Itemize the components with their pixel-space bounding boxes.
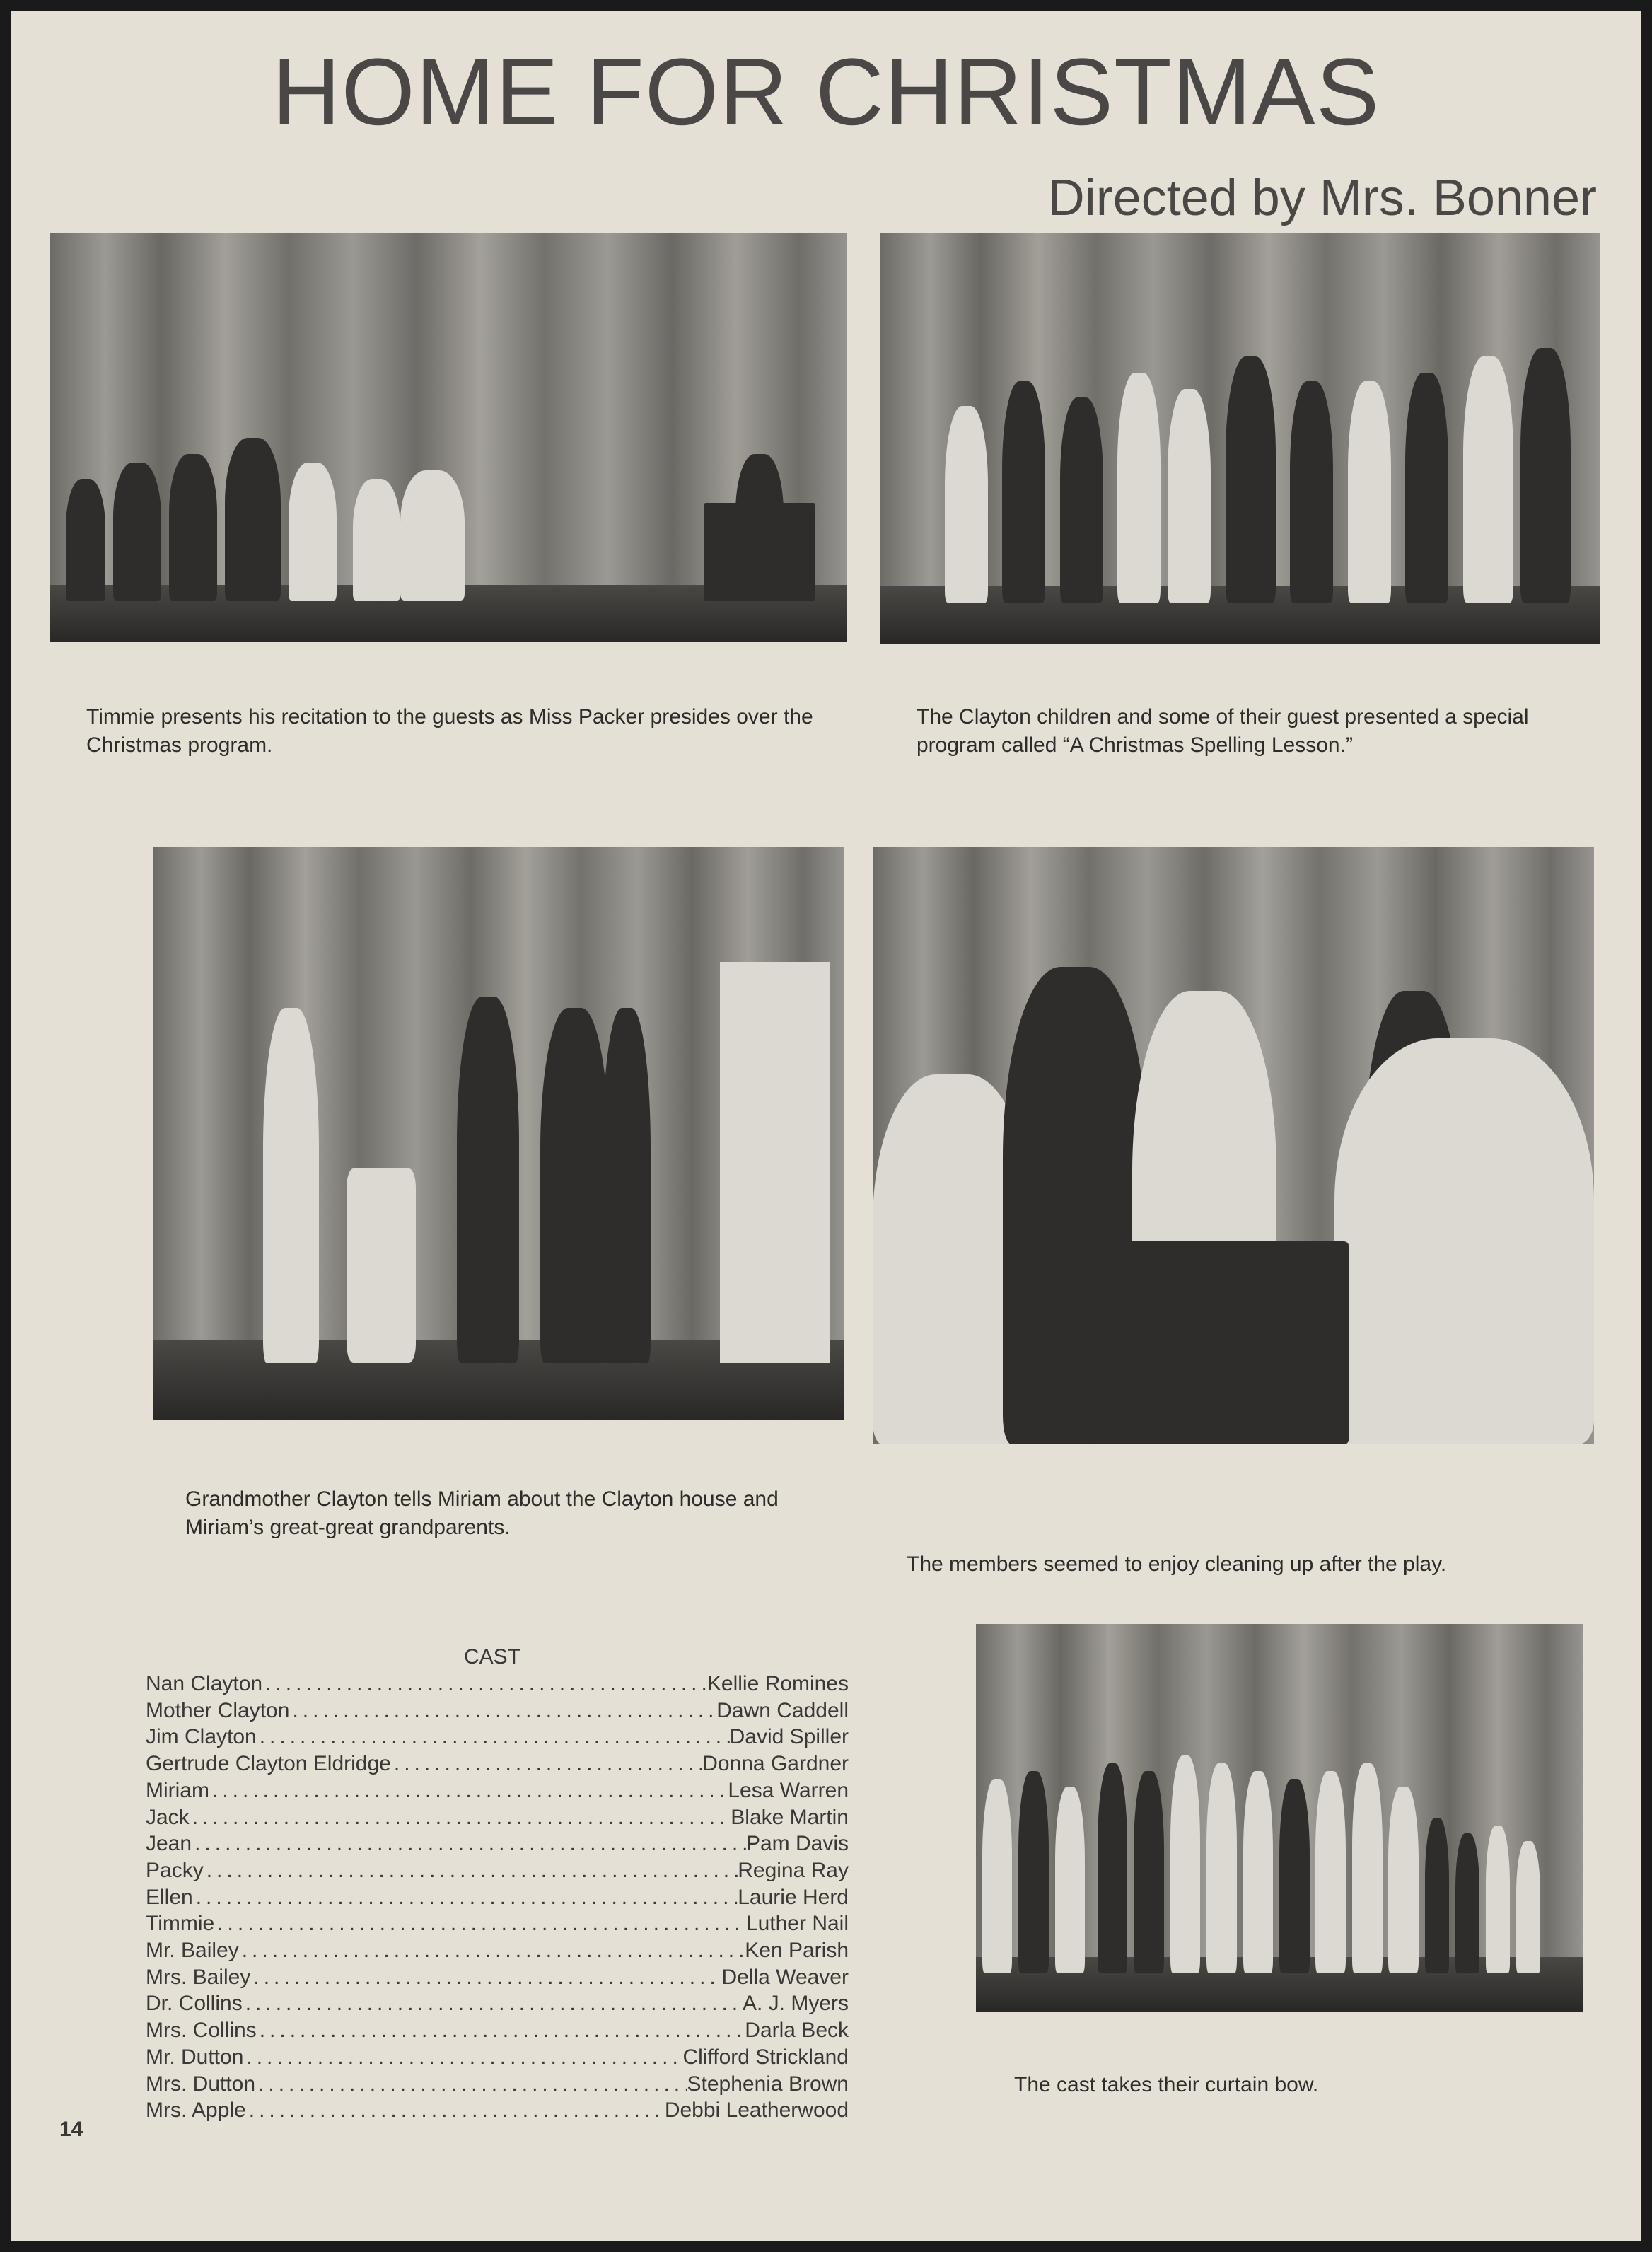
cast-row xyxy=(146,1857,849,1884)
cast-role: Mr. Bailey xyxy=(146,1939,239,1963)
cast-actor: A. J. Myers xyxy=(742,1992,849,2016)
cast-actor: Donna Gardner xyxy=(702,1752,849,1776)
cast-row xyxy=(146,1910,849,1937)
cast-actor: Darla Beck xyxy=(745,2019,849,2043)
photo-caption: The cast takes their curtain bow. xyxy=(1014,2073,1319,2096)
photo-caption: Grandmother Clayton tells Miriam about the Clayton house and Miriam’s great-great grandparents. xyxy=(185,1487,779,1539)
dot-leader xyxy=(190,1804,731,1831)
cast-row xyxy=(146,1804,849,1831)
dot-leader xyxy=(289,1697,716,1724)
cast-actor: Ken Parish xyxy=(745,1939,849,1963)
cast-role: Mr. Dutton xyxy=(146,2045,244,2069)
photo-christmas-program xyxy=(50,233,847,642)
cast-actor: Clifford Strickland xyxy=(682,2045,849,2069)
cast-row xyxy=(146,1751,849,1777)
photo-curtain-bow xyxy=(976,1624,1583,2012)
cast-actor: Debbi Leatherwood xyxy=(664,2099,849,2123)
cast-actor: Regina Ray xyxy=(738,1858,849,1882)
cast-actor: Pam Davis xyxy=(745,1832,849,1856)
dot-leader xyxy=(257,2017,745,2044)
cast-row xyxy=(146,1777,849,1804)
cast-role: Mrs. Collins xyxy=(146,2019,257,2043)
cast-actor: Luther Nail xyxy=(745,1912,849,1936)
cast-role: Packy xyxy=(146,1858,204,1882)
page-title: HOME FOR CHRISTMAS xyxy=(272,40,1380,145)
cast-row xyxy=(146,1990,849,2017)
cast-actor: Lesa Warren xyxy=(728,1778,849,1802)
cast-role: Mother Clayton xyxy=(146,1698,290,1722)
cast-role: Timmie xyxy=(146,1912,215,1936)
cast-row xyxy=(146,1724,849,1751)
page-number: 14 xyxy=(59,2118,83,2141)
cast-actor: Stephenia Brown xyxy=(687,2072,849,2096)
cast-actor: Dawn Caddell xyxy=(716,1698,849,1722)
cast-actor: David Spiller xyxy=(729,1725,849,1749)
cast-row xyxy=(146,1964,849,1991)
cast-row xyxy=(146,1937,849,1964)
dot-leader xyxy=(204,1857,738,1884)
photo-cleaning-up xyxy=(873,847,1594,1444)
dot-leader xyxy=(255,2071,687,2098)
cast-role: Mrs. Dutton xyxy=(146,2072,256,2096)
cast-row xyxy=(146,2044,849,2071)
cast-list xyxy=(146,1671,849,2124)
page-subtitle: Directed by Mrs. Bonner xyxy=(1047,170,1597,226)
cast-actor: Laurie Herd xyxy=(738,1885,849,1909)
dot-leader xyxy=(239,1937,745,1964)
dot-leader xyxy=(193,1884,738,1911)
cast-row xyxy=(146,1884,849,1911)
cast-role: Dr. Collins xyxy=(146,1992,243,2016)
dot-leader xyxy=(214,1910,746,1937)
yearbook-page xyxy=(11,11,1641,2241)
dot-leader xyxy=(246,2097,665,2124)
photo-caption: The members seemed to enjoy cleaning up after the play. xyxy=(907,1552,1447,1576)
cast-role: Miriam xyxy=(146,1778,209,1802)
cast-row xyxy=(146,1697,849,1724)
dot-leader xyxy=(209,1777,728,1804)
photo-caption: The Clayton children and some of their guest presented a special program called “A Christmas Spelling Lesson.” xyxy=(917,705,1529,757)
cast-role: Ellen xyxy=(146,1885,193,1909)
cast-actor: Kellie Romines xyxy=(706,1672,849,1695)
cast-row xyxy=(146,2071,849,2098)
dot-leader xyxy=(391,1751,702,1777)
cast-heading: CAST xyxy=(464,1645,521,1668)
cast-role: Mrs. Apple xyxy=(146,2099,246,2123)
cast-role: Jim Clayton xyxy=(146,1725,257,1749)
dot-leader xyxy=(257,1724,730,1751)
cast-actor: Della Weaver xyxy=(721,1965,849,1989)
cast-actor: Blake Martin xyxy=(731,1805,849,1829)
cast-row xyxy=(146,2097,849,2124)
cast-row xyxy=(146,1671,849,1697)
dot-leader xyxy=(262,1671,707,1697)
dot-leader xyxy=(192,1830,746,1857)
dot-leader xyxy=(243,1990,743,2017)
cast-role: Jack xyxy=(146,1805,190,1829)
cast-role: Jean xyxy=(146,1832,192,1856)
cast-role: Nan Clayton xyxy=(146,1672,263,1695)
photo-grandmother-miriam xyxy=(153,847,844,1420)
photo-caption: Timmie presents his recitation to the guests as Miss Packer presides over the Christmas program. xyxy=(86,705,813,757)
dot-leader xyxy=(243,2044,682,2071)
dot-leader xyxy=(250,1964,721,1991)
photo-spelling-lesson xyxy=(880,233,1600,644)
cast-row xyxy=(146,1830,849,1857)
cast-role: Gertrude Clayton Eldridge xyxy=(146,1752,391,1776)
cast-row xyxy=(146,2017,849,2044)
cast-role: Mrs. Bailey xyxy=(146,1965,251,1989)
